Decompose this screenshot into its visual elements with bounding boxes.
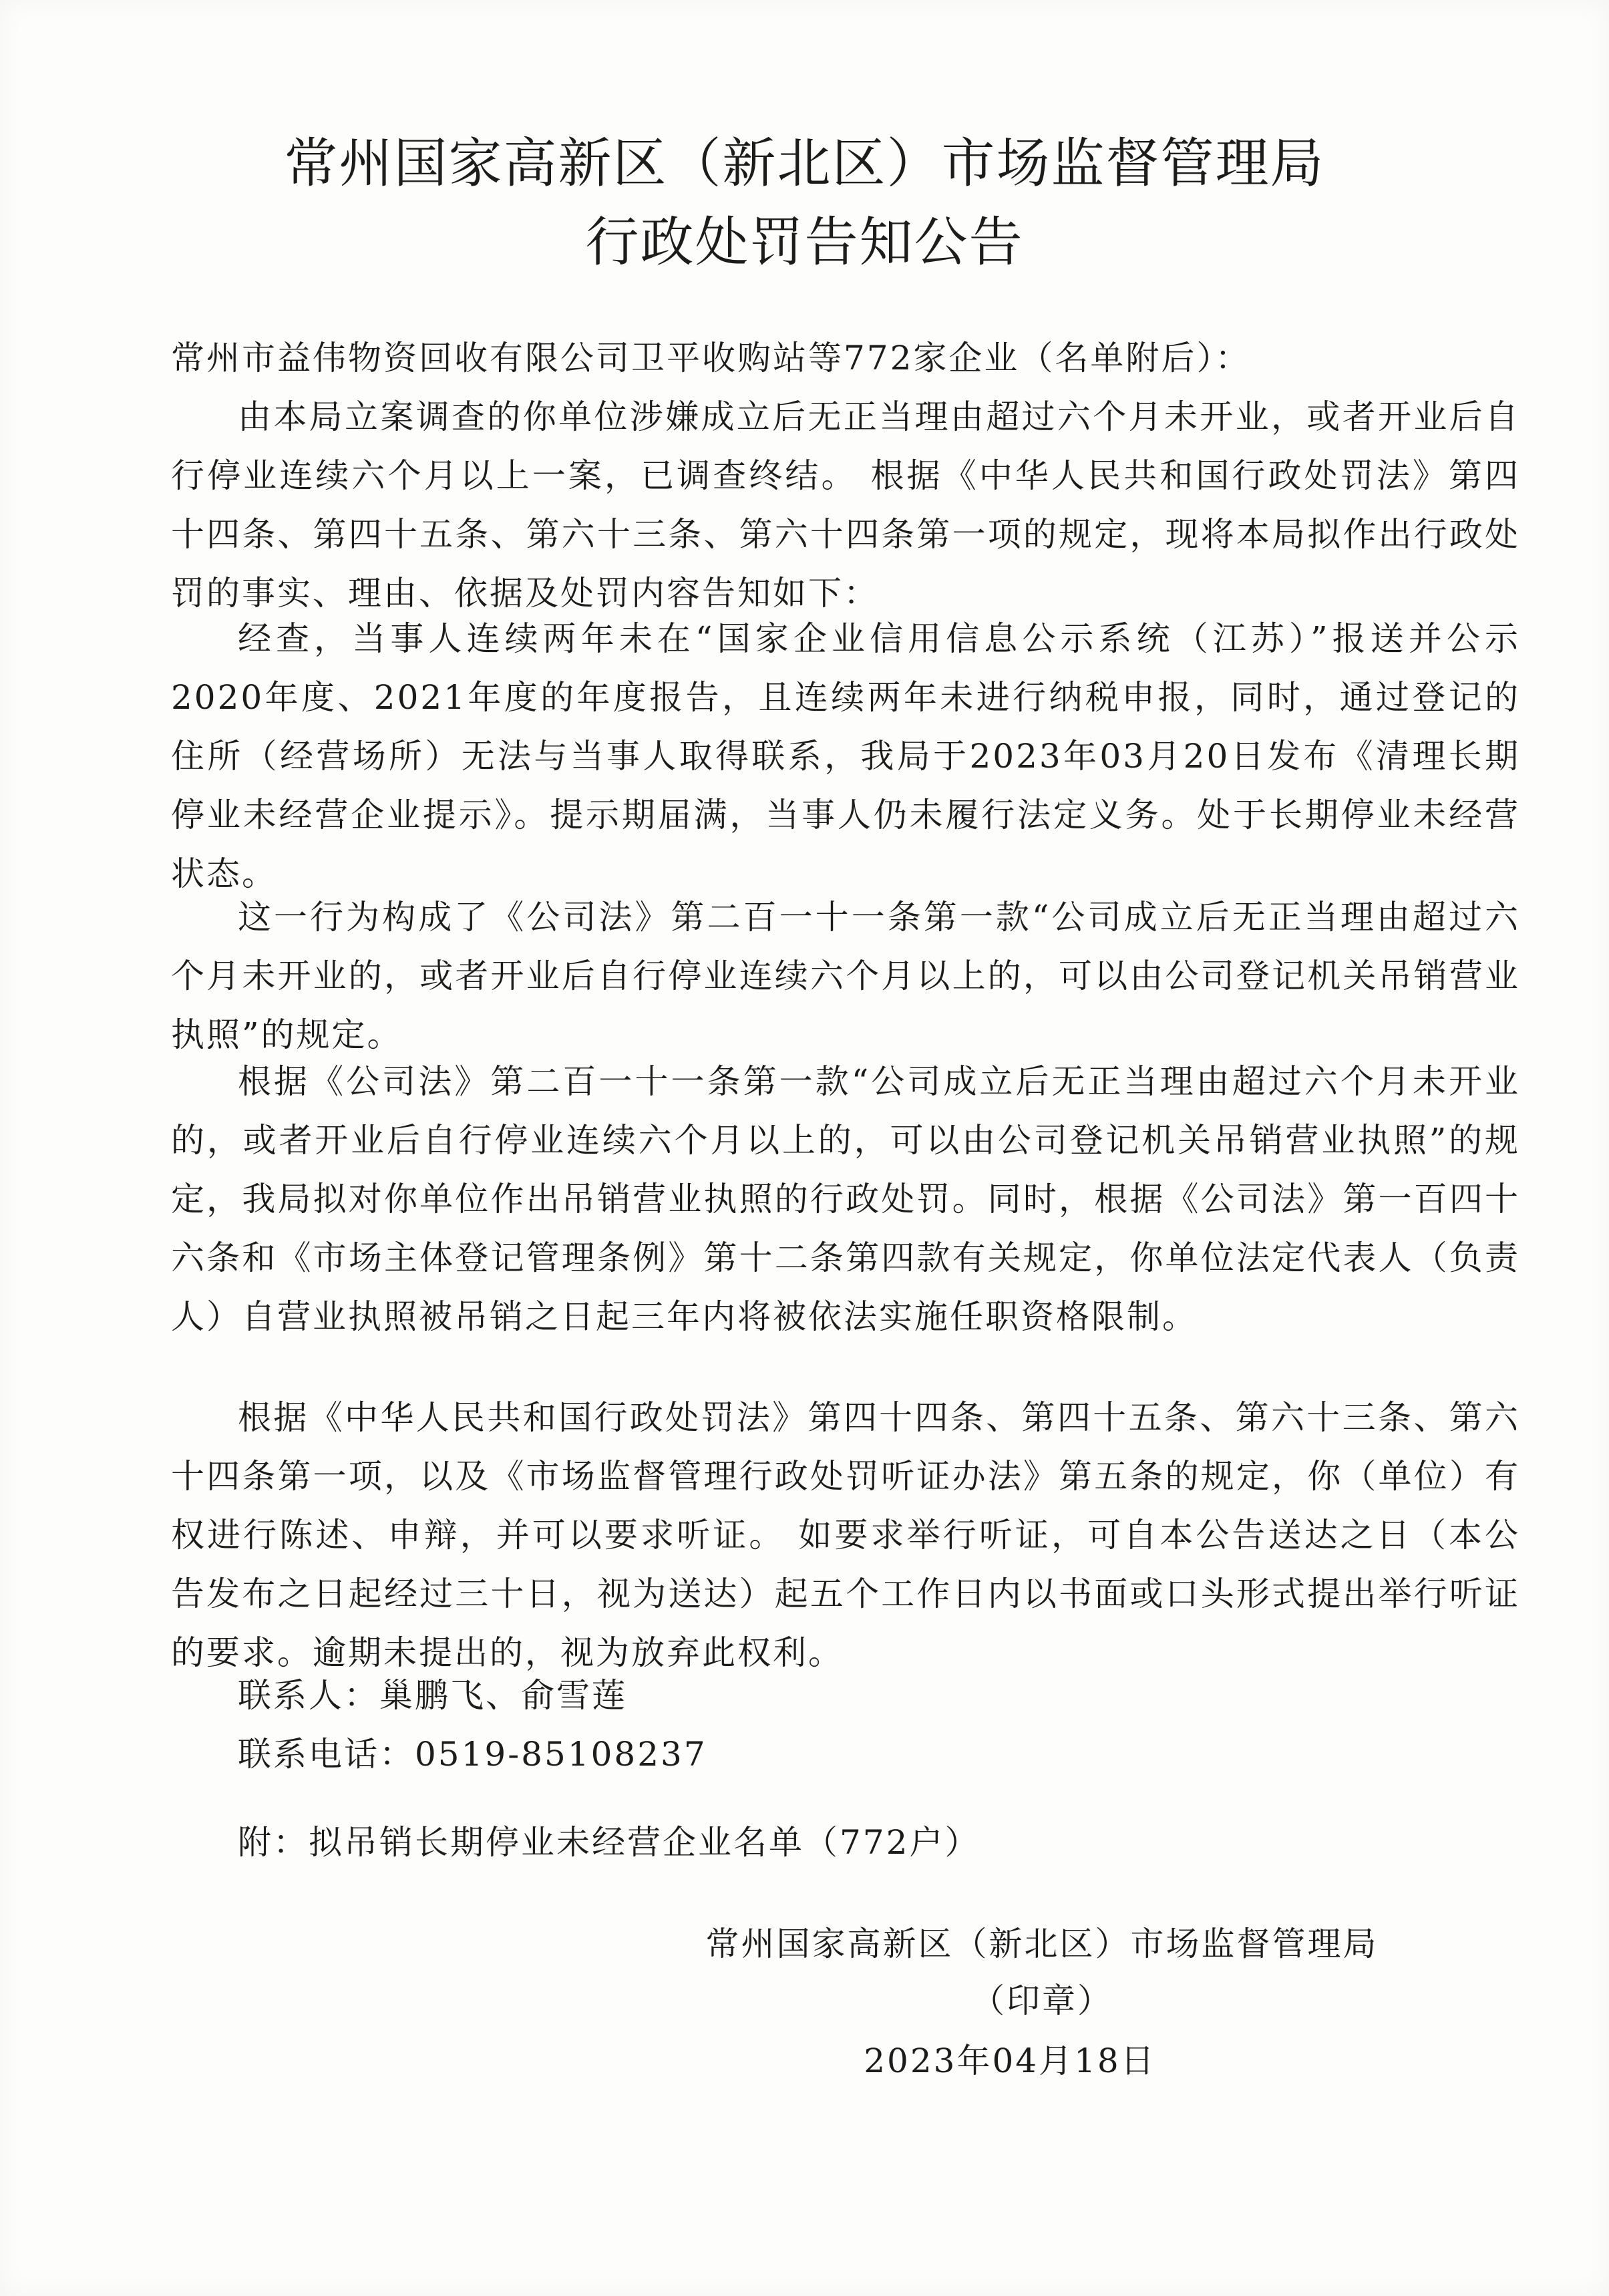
contact-person: 联系人：巢鹏飞、俞雪莲	[238, 1676, 627, 1715]
paragraph-rights: 根据《中华人民共和国行政处罚法》第四十四条、第四十五条、第六十三条、第六十四条第一项，以及《市场监督管理行政处罚听证办法》第五条的规定，你（单位）有权进行陈述、申辩，并可以要求听证。 如要求举行听证，可自本公告送达之日（本公告发布之日起经过三十日，视为送达）起五个工作日内以书面或口头形式提出举行听证的要求。逾期未提出的，视为放弃此权利。	[171, 1398, 1520, 1672]
paragraph-violation: 这一行为构成了《公司法》第二百一十一条第一款“公司成立后无正当理由超过六个月未开业的，或者开业后自行停业连续六个月以上的，可以由公司登记机关吊销营业执照”的规定。	[171, 898, 1520, 1054]
title-line-1: 常州国家高新区（新北区）市场监督管理局	[284, 132, 1325, 194]
signature-date: 2023年04月18日	[864, 2041, 1156, 2080]
contact-phone: 联系电话：0519-85108237	[238, 1735, 707, 1774]
paragraph-penalty: 根据《公司法》第二百一十一条第一款“公司成立后无正当理由超过六个月未开业的，或者开业后自行停业连续六个月以上的，可以由公司登记机关吊销营业执照”的规定，我局拟对你单位作出吊销营业执照的行政处罚。同时，根据《公司法》第一百四十六条和《市场主体登记管理条例》第十二条第四款有关规定，你单位法定代表人（负责人）自营业执照被吊销之日起三年内将被依法实施任职资格限制。	[171, 1062, 1520, 1336]
signature-organization: 常州国家高新区（新北区）市场监督管理局	[705, 1925, 1379, 1963]
paragraph-findings: 经查，当事人连续两年未在“国家企业信用信息公示系统（江苏）”报送并公示2020年度、2021年度的年度报告，且连续两年未进行纳税申报，同时，通过登记的住所（经营场所）无法与当事人取得联系，我局于2023年03月20日发布《清理长期停业未经营企业提示》。提示期届满，当事人仍未履行法定义务。处于长期停业未经营状态。	[171, 619, 1520, 893]
attachment-note: 附：拟吊销长期停业未经营企业名单（772户）	[238, 1823, 980, 1862]
signature-seal: （印章）	[971, 1981, 1113, 2020]
paragraph-investigation: 由本局立案调查的你单位涉嫌成立后无正当理由超过六个月未开业，或者开业后自行停业连续六个月以上一案，已调查终结。 根据《中华人民共和国行政处罚法》第四十四条、第四十五条、第六十三条、第六十四条第一项的规定，现将本局拟作出行政处罚的事实、理由、依据及处罚内容告知如下：	[171, 397, 1520, 613]
title-line-2: 行政处罚告知公告	[585, 211, 1024, 273]
addressee: 常州市益伟物资回收有限公司卫平收购站等772家企业（名单附后）：	[171, 339, 1251, 377]
